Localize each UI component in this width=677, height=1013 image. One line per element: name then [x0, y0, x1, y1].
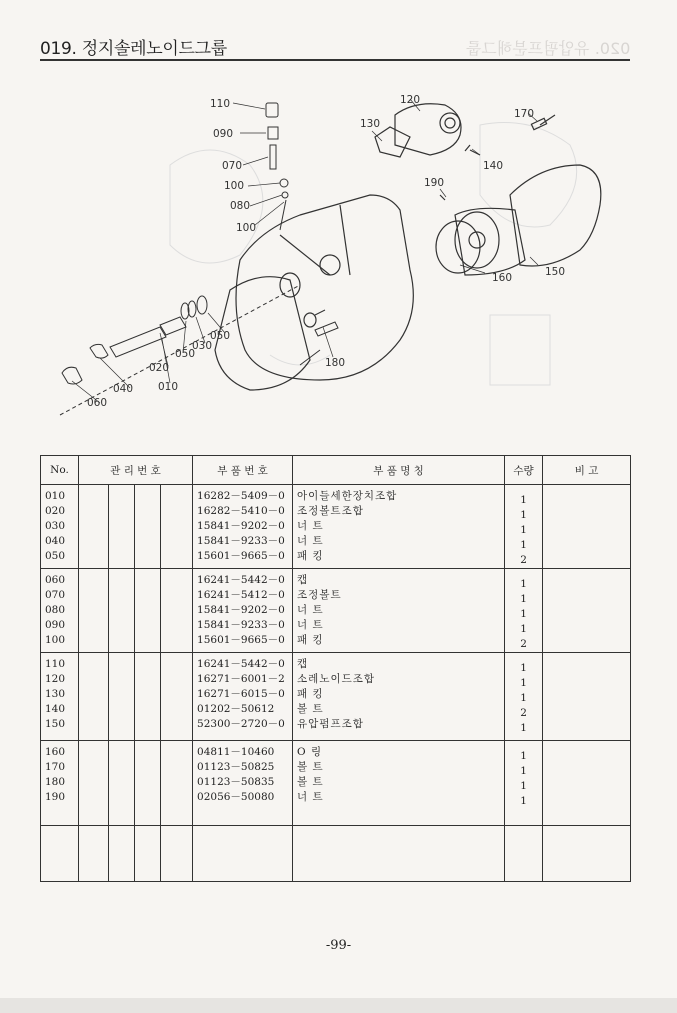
- callout: 090: [213, 128, 234, 140]
- parts-table: [40, 455, 631, 882]
- callout: 020: [149, 362, 170, 374]
- callout: 190: [424, 177, 445, 189]
- table-row: 110 120 130 140 150 16241－5442－0 16271－6001－2 16271－6015－0 01202－50612 52300－2720－0 캡 소레노이드조합 패 킹 볼 트 유압펌프조합 1 1 1 2 1: [41, 653, 631, 741]
- col-header-part-name: 부 품 명 칭: [293, 456, 505, 485]
- exploded-parts-diagram: [40, 85, 640, 425]
- table-group: [41, 485, 631, 569]
- table-empty-group: [41, 826, 631, 882]
- callout-labels: [87, 94, 565, 409]
- callout: 110: [210, 98, 231, 110]
- table-group: [41, 653, 631, 741]
- callout: 060: [87, 397, 108, 409]
- callout: 100: [236, 222, 257, 234]
- bleed-through-title: 020. 유압펌프분해그룹: [466, 39, 631, 58]
- solenoid-plunger-stack: [266, 103, 288, 230]
- leader-lines: [72, 99, 538, 403]
- callout: 080: [230, 200, 251, 212]
- table-group: [41, 741, 631, 826]
- table-row: 060 070 080 090 100 16241－5442－0 16241－5412－0 15841－9202－0 15841－9233－0 15601－9665－0 캡 조정볼트 너 트 너 트 패 킹 1 1 1 1 2: [41, 569, 631, 653]
- callout: 180: [325, 357, 346, 369]
- table-header-row: [41, 456, 631, 485]
- col-header-remark: 비 고: [543, 456, 631, 485]
- callout: 160: [492, 272, 513, 284]
- callout: 030: [192, 340, 213, 352]
- table-row: 160 170 180 190 04811－10460 01123－50825 01123－50835 02056－50080 O 링 볼 트 볼 트 너 트 1 1 1 1: [41, 741, 631, 826]
- table-row: 010 020 030 040 050 16282－5409－0 16282－5410－0 15841－9202－0 15841－9233－0 15601－9665－0 아이들세한장치조합 조정볼트조합 너 트 너 트 패 킹 1 1 1 1 2: [41, 485, 631, 569]
- callout: 120: [400, 94, 421, 106]
- table-row-empty: [41, 826, 631, 882]
- col-header-mgmt-no: 관 리 번 호: [79, 456, 193, 485]
- table-group: [41, 569, 631, 653]
- callout: 140: [483, 160, 504, 172]
- callout: 100: [224, 180, 245, 192]
- header-rule: [40, 59, 630, 61]
- callout: 050: [175, 348, 196, 360]
- callout: 170: [514, 108, 535, 120]
- diagram-svg: [40, 85, 640, 425]
- callout: 150: [545, 266, 566, 278]
- callout: 050: [210, 330, 231, 342]
- col-header-no: No.: [41, 456, 79, 485]
- callout: 040: [113, 383, 134, 395]
- scan-edge-band: [0, 998, 677, 1013]
- col-header-qty: 수량: [505, 456, 543, 485]
- callout: 130: [360, 118, 381, 130]
- callout: 070: [222, 160, 243, 172]
- callout: 010: [158, 381, 179, 393]
- page-title: 019. 정지솔레노이드그룹: [40, 39, 227, 59]
- page-number: -99-: [325, 938, 352, 953]
- col-header-part-no: 부 품 번 호: [193, 456, 293, 485]
